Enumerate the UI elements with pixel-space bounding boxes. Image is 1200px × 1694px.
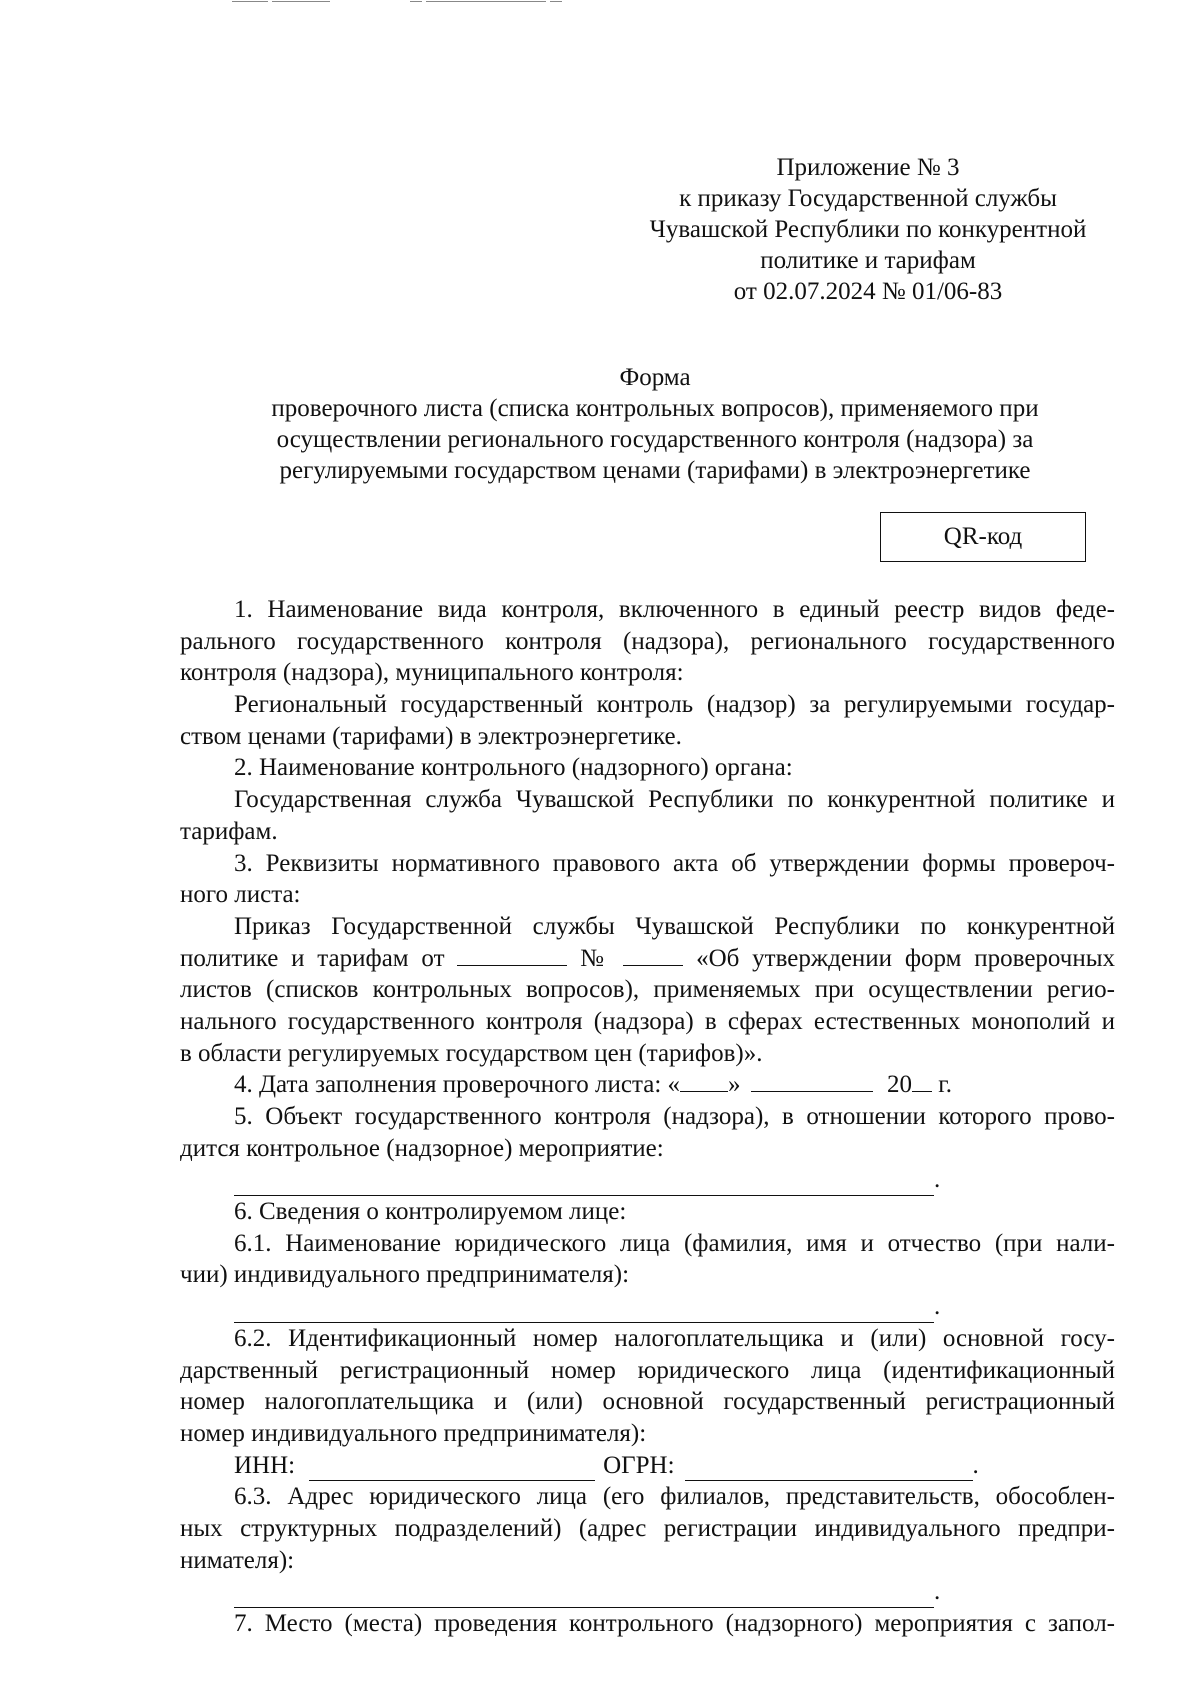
item-3-answer: в области регулируемых государством цен (тарифов)». bbox=[180, 1039, 763, 1067]
item-5-fill-line bbox=[180, 1164, 1115, 1196]
item-6-2-text: номер налогоплательщика и (или) основной государственный регистрационный bbox=[180, 1388, 1115, 1416]
item-3-order-title: «Об утверждении форм проверочных bbox=[696, 944, 1116, 972]
appendix-order-ref: к приказу Государственной службы bbox=[679, 185, 1057, 212]
item-1-answer: ством ценами (тарифами) в электроэнергетике. bbox=[180, 722, 682, 750]
item-4-label: 4. Дата заполнения проверочного листа: « bbox=[234, 1071, 681, 1099]
item-6-1-text: 6.1. Наименование юридического лица (фамилия, имя и отчество (при нали- bbox=[234, 1229, 1115, 1257]
inn-blank[interactable] bbox=[309, 1456, 595, 1481]
line-end-dot: . bbox=[934, 1578, 941, 1606]
line-end-dot: . bbox=[934, 1293, 941, 1321]
item-5-text: 5. Объект государственного контроля (надзора), в отношении которого прово- bbox=[234, 1103, 1115, 1130]
appendix-header bbox=[618, 152, 1118, 307]
item-2-answer: тарифам. bbox=[180, 817, 278, 845]
item-6-1-fill-line bbox=[180, 1291, 1115, 1323]
item-3-answer: нального государственного контроля (надзора) в сферах естественных монополий и bbox=[180, 1007, 1115, 1035]
item-6-2-text: дарственный регистрационный номер юридического лица (идентификационный bbox=[180, 1356, 1115, 1384]
inn-ogrn-line bbox=[180, 1450, 1115, 1482]
line-end-dot: . bbox=[972, 1451, 979, 1479]
item-2-answer: Государственная служба Чувашской Республики по конкурентной политике и bbox=[234, 786, 1115, 814]
item-3-from-label: политике и тарифам от bbox=[180, 944, 445, 972]
appendix-org-line-2: политике и тарифам bbox=[760, 247, 976, 274]
item-3-answer: листов (списков контрольных вопросов), применяемых при осуществлении регио- bbox=[180, 976, 1115, 1004]
item-6-3-fill-line bbox=[180, 1576, 1115, 1608]
item-5-text: дится контрольное (надзорное) мероприятие: bbox=[180, 1134, 664, 1162]
item-1-text: контроля (надзора), муниципального контроля: bbox=[180, 659, 684, 687]
form-heading: Форма bbox=[619, 364, 691, 391]
item-1-answer: Региональный государственный контроль (надзор) за регулируемыми государ- bbox=[234, 691, 1115, 719]
inn-label: ИНН: bbox=[234, 1451, 296, 1479]
item-1-text: 1. Наименование вида контроля, включенного в единый реестр видов феде- bbox=[234, 596, 1115, 623]
line-end-dot: . bbox=[934, 1166, 941, 1194]
form-title-line: регулируемыми государством ценами (тарифами) в электроэнергетике bbox=[279, 457, 1031, 484]
item-6-3-text: ных структурных подразделений) (адрес регистрации индивидуального предпри- bbox=[180, 1514, 1115, 1542]
scan-artifacts bbox=[0, 0, 1200, 6]
item-1-text: рального государственного контроля (надзора), регионального государственного bbox=[180, 627, 1115, 655]
entity-name-blank[interactable] bbox=[234, 1298, 934, 1323]
item-4-year-prefix: 20 bbox=[887, 1071, 913, 1099]
item-6-2-text: 6.2. Идентификационный номер налогоплательщика и (или) основной госу- bbox=[234, 1324, 1115, 1352]
appendix-number: Приложение № 3 bbox=[776, 154, 960, 181]
ogrn-label: ОГРН: bbox=[603, 1451, 675, 1479]
fill-day-blank[interactable] bbox=[680, 1069, 728, 1092]
item-3-number-label: № bbox=[580, 944, 611, 972]
fill-year-blank[interactable] bbox=[912, 1069, 932, 1092]
item-7-text: 7. Место (места) проведения контрольного (надзорного) мероприятия с запол- bbox=[234, 1610, 1115, 1637]
address-blank[interactable] bbox=[234, 1583, 934, 1608]
item-6-3-text: 6.3. Адрес юридического лица (его филиалов, представительств, обособлен- bbox=[234, 1483, 1115, 1511]
qr-code-box bbox=[880, 512, 1086, 562]
appendix-org-line: Чувашской Республики по конкурентной bbox=[649, 216, 1087, 243]
qr-code-label: QR-код bbox=[943, 523, 1023, 550]
item-6-2-text: номер индивидуального предпринимателя): bbox=[180, 1419, 647, 1447]
form-body bbox=[180, 594, 1115, 1640]
order-date-blank[interactable] bbox=[457, 943, 567, 966]
form-title-line: осуществлении регионального государственного контроля (надзора) за bbox=[276, 426, 1034, 453]
control-object-blank[interactable] bbox=[234, 1171, 934, 1196]
item-4-year-suffix: г. bbox=[938, 1071, 952, 1099]
item-2-text: 2. Наименование контрольного (надзорного) органа: bbox=[234, 754, 793, 782]
appendix-date: от 02.07.2024 № 01/06-83 bbox=[733, 278, 1003, 305]
order-number-blank[interactable] bbox=[623, 943, 683, 966]
item-4-quote: » bbox=[728, 1071, 741, 1099]
item-3-answer: Приказ Государственной службы Чувашской Республики по конкурентной bbox=[234, 912, 1115, 940]
item-3-text: 3. Реквизиты нормативного правового акта об утверждении формы провероч- bbox=[234, 849, 1115, 877]
item-6-text: 6. Сведения о контролируемом лице: bbox=[234, 1198, 627, 1226]
item-3-text: ного листа: bbox=[180, 881, 301, 909]
item-6-1-text: чии) индивидуального предпринимателя): bbox=[180, 1261, 630, 1289]
ogrn-blank[interactable] bbox=[685, 1456, 973, 1481]
fill-month-blank[interactable] bbox=[751, 1069, 873, 1092]
item-3-answer-fill bbox=[180, 943, 1115, 975]
form-title-line: проверочного листа (списка контрольных вопросов), применяемого при bbox=[271, 395, 1039, 422]
item-4-date-line bbox=[180, 1069, 1115, 1101]
form-title bbox=[220, 362, 1090, 486]
item-6-3-text: нимателя): bbox=[180, 1546, 295, 1574]
